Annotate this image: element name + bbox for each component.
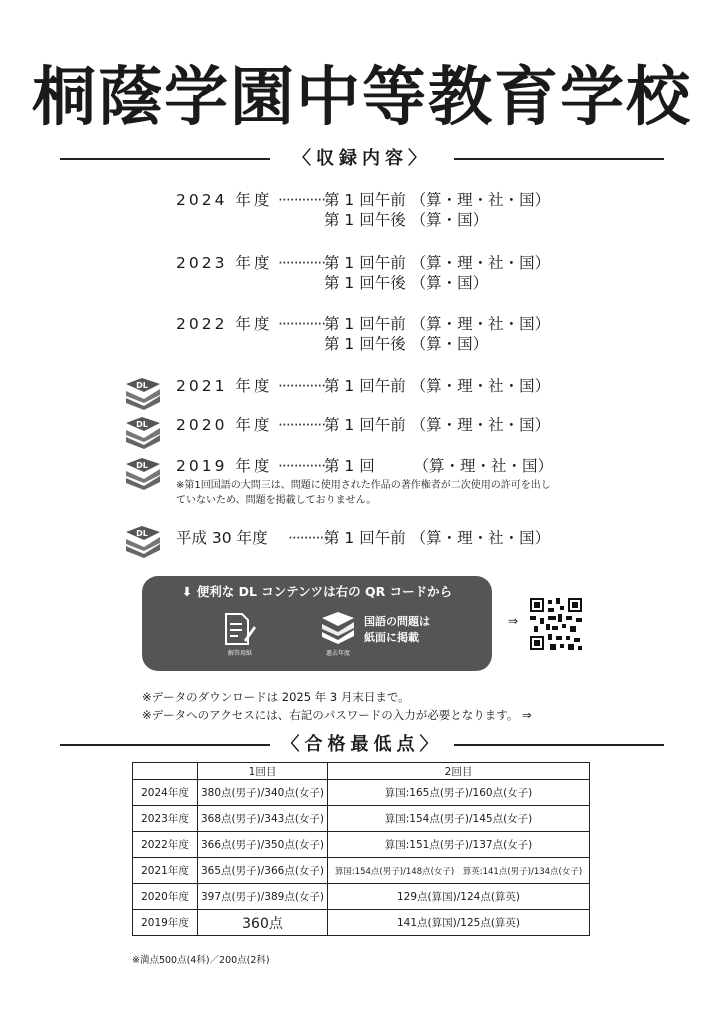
entry-session-1: 第 1 回午前 （算・理・社・国）: [324, 254, 551, 272]
dl-book-icon: [122, 456, 162, 490]
entry-year: 2021 年度: [176, 377, 273, 395]
table-cell-round-2: 算国:154点(男子)/148点(女子) 算英:141点(男子)/134点(女子): [328, 858, 590, 884]
entry-session-1: 第 1 回 （算・理・社・国）: [324, 457, 553, 475]
contents-header: [60, 147, 664, 171]
table-cell-round-2: 129点(算国)/124点(算英): [328, 884, 590, 910]
table-cell-round-2: 算国:165点(男子)/160点(女子): [328, 780, 590, 806]
leader-dots: ············: [278, 416, 326, 434]
kokugo-note-line-2: 紙面に掲載: [364, 631, 419, 644]
download-icon: ⬇: [181, 584, 197, 599]
arrow-to-qr: ⇒: [508, 614, 519, 628]
header-rule-right: [454, 158, 664, 160]
download-notes: [142, 688, 532, 724]
table-footnote: ※満点500点(4科)／200点(2科): [132, 955, 270, 966]
entry-year: 2019 年度: [176, 457, 273, 475]
table-cell-round-1: 397点(男子)/389点(女子): [198, 884, 328, 910]
table-cell-round-1: 380点(男子)/340点(女子): [198, 780, 328, 806]
score-header-label: 〈合格最低点〉: [281, 734, 443, 755]
answer-sheet-icon: [220, 612, 256, 646]
page-title: 桐蔭学園中等教育学校: [32, 61, 692, 135]
entry-year: 2022 年度: [176, 315, 273, 333]
leader-dots: ············: [278, 254, 326, 272]
entry-session-2: 第 1 回午後 （算・国）: [324, 274, 489, 292]
dl-book-icon: [122, 524, 162, 558]
table-cell-round-1: 360点: [198, 910, 328, 936]
table-row: [133, 910, 590, 936]
table-cell-year: 2022年度: [133, 832, 198, 858]
entry-year: 平成 30 年度: [176, 529, 268, 547]
table-row: [133, 806, 590, 832]
qr-code-icon[interactable]: [530, 598, 582, 650]
table-cell-year: 2024年度: [133, 780, 198, 806]
table-cell-round-1: 366点(男子)/350点(女子): [198, 832, 328, 858]
table-cell-round-1: 365点(男子)/366点(女子): [198, 858, 328, 884]
dl-content-box[interactable]: [142, 576, 492, 671]
table-cell-round-1: 368点(男子)/343点(女子): [198, 806, 328, 832]
dl-badge-text: DL: [136, 381, 148, 390]
entry-year: 2023 年度: [176, 254, 273, 272]
kokugo-note-line-1: 国語の問題は: [364, 615, 430, 628]
entry-session-2: 第 1 回午後 （算・国）: [324, 335, 489, 353]
past-year-caption: 過去年度: [325, 650, 350, 657]
table-cell-round-2: 141点(算国)/125点(算英): [328, 910, 590, 936]
entry-note: ※第1回国語の大問三は、問題に使用された作品の著作権者が二次使用の許可を出していないため、問題を掲載しておりません。: [176, 480, 551, 506]
dl-box-heading: [142, 582, 492, 600]
table-header-round-2: 2回目: [328, 763, 590, 780]
table-row: [133, 780, 590, 806]
leader-dots: ············: [278, 457, 326, 475]
table-row: [133, 858, 590, 884]
table-row: [133, 832, 590, 858]
table-cell-round-2: 算国:154点(男子)/145点(女子): [328, 806, 590, 832]
table-header-row: [133, 763, 590, 780]
entry-session-2: 第 1 回午後 （算・国）: [324, 211, 489, 229]
entry-session-1: 第 1 回午前 （算・理・社・国）: [324, 315, 551, 333]
note-line-1: ※データのダウンロードは 2025 年 3 月末日まで。: [142, 690, 410, 704]
entry-session-1: 第 1 回午前 （算・理・社・国）: [324, 377, 551, 395]
leader-dots: ············: [278, 191, 326, 209]
past-year-book-icon: [318, 612, 358, 646]
table-cell-year: 2021年度: [133, 858, 198, 884]
note-line-2: ※データへのアクセスには、右記のパスワードの入力が必要となります。 ⇒: [142, 708, 532, 722]
entry-session-1: 第 1 回午前 （算・理・社・国）: [324, 416, 551, 434]
score-header: [60, 733, 664, 757]
dl-box-heading-text: 便利な DL コンテンツは右の QR コードから: [196, 584, 453, 599]
dl-book-icon: [122, 376, 162, 410]
dl-badge-text: DL: [136, 420, 148, 429]
dl-book-icon: [122, 415, 162, 449]
dl-badge-text: DL: [136, 529, 148, 538]
leader-dots: ············: [278, 315, 326, 333]
table-cell-round-2: 算国:151点(男子)/137点(女子): [328, 832, 590, 858]
entry-year: 2024 年度: [176, 191, 273, 209]
entry-year: 2020 年度: [176, 416, 273, 434]
dl-badge-text: DL: [136, 461, 148, 470]
table-header-empty: [133, 763, 198, 780]
table-row: [133, 884, 590, 910]
entry-session-1: 第 1 回午前 （算・理・社・国）: [324, 191, 551, 209]
table-cell-year: 2019年度: [133, 910, 198, 936]
table-header-round-1: 1回目: [198, 763, 328, 780]
answer-sheet-caption: 解答用紙: [227, 650, 252, 657]
leader-dots: ············: [278, 377, 326, 395]
min-score-table: [132, 762, 590, 936]
contents-header-label: 〈収録内容〉: [293, 148, 431, 169]
leader-dots: ··········: [288, 529, 328, 547]
table-cell-year: 2023年度: [133, 806, 198, 832]
entry-session-1: 第 1 回午前 （算・理・社・国）: [324, 529, 551, 547]
kokugo-note: [364, 614, 430, 646]
table-cell-year: 2020年度: [133, 884, 198, 910]
header-rule-right: [454, 744, 664, 746]
